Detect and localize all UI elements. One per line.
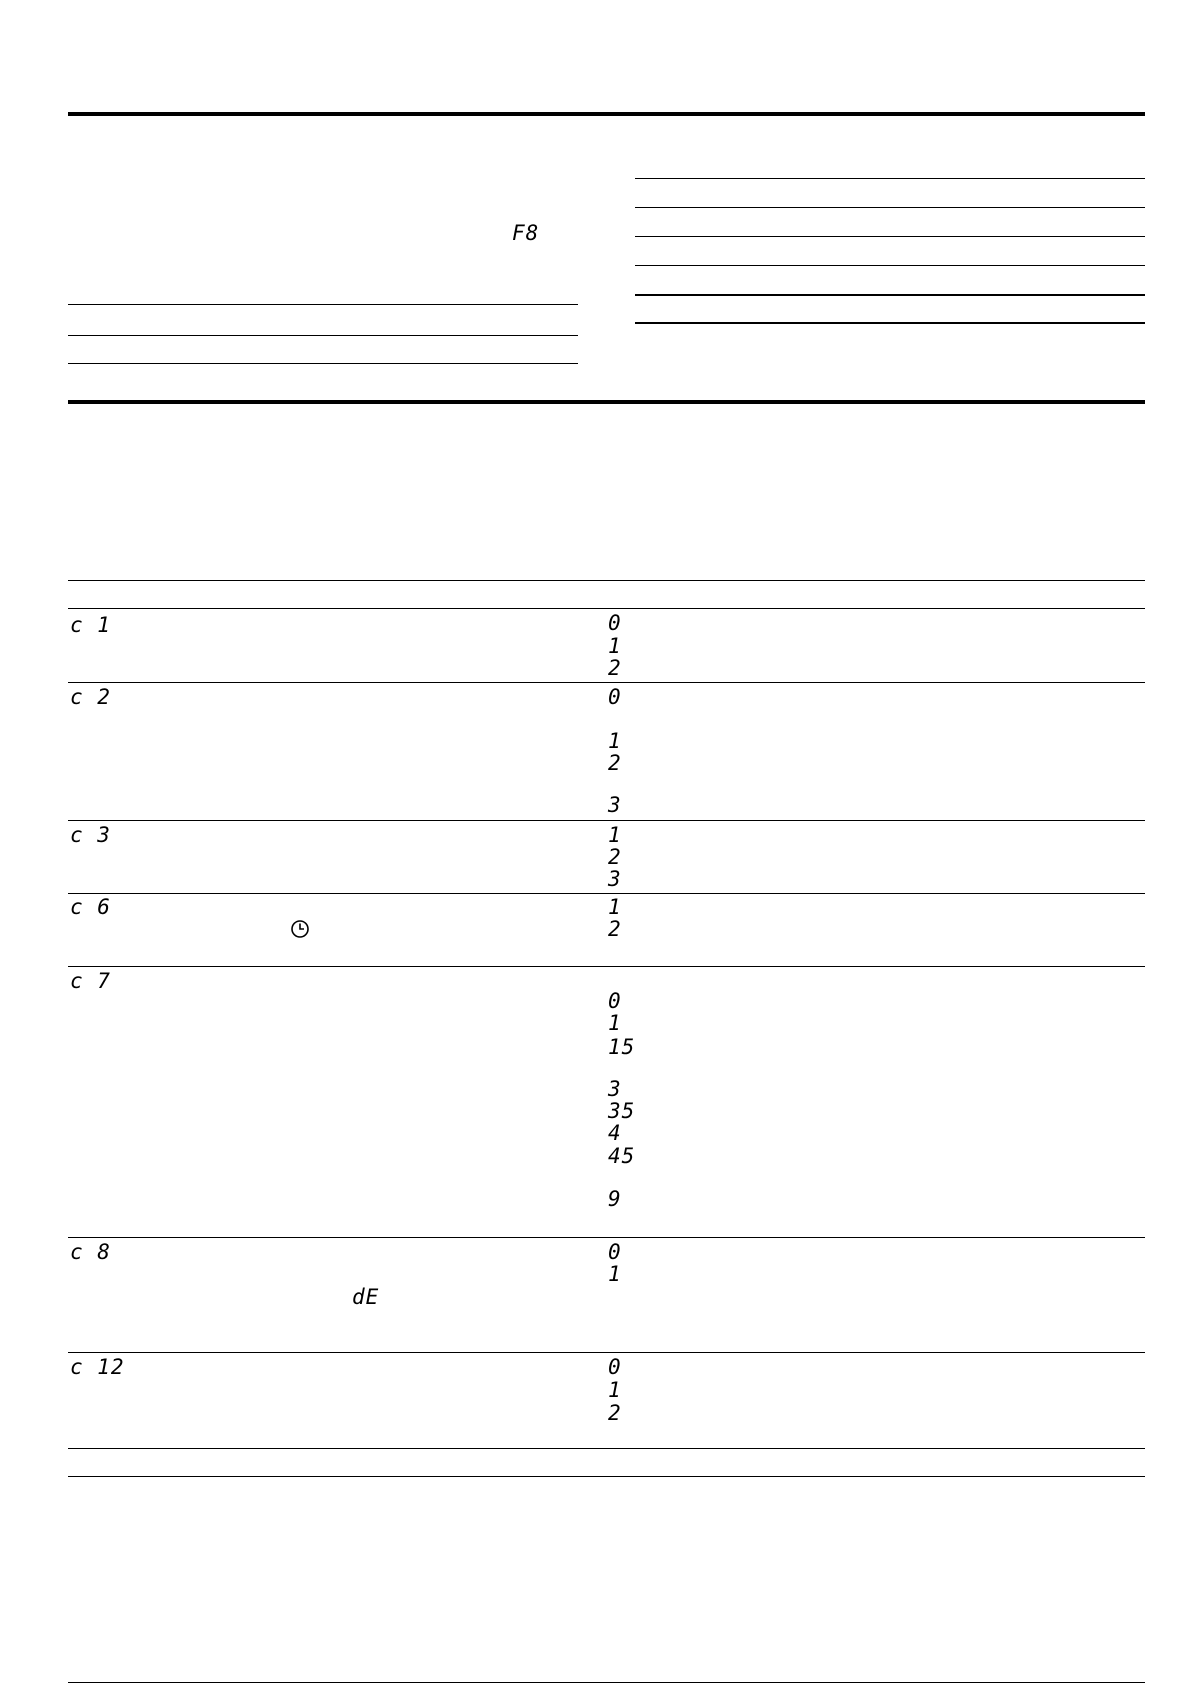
setting-code-c6: c 6 (70, 895, 111, 919)
setting-value: 3 (608, 1077, 622, 1101)
setting-value: 9 (608, 1187, 622, 1211)
row-divider-c6 (68, 893, 1145, 894)
setting-value: 3 (608, 867, 622, 891)
footer-rule (68, 1682, 1145, 1683)
row-divider-c2 (68, 682, 1145, 683)
left-table-line-2 (68, 335, 578, 336)
display-symbol-de: dE (352, 1285, 380, 1309)
setting-value: 0 (608, 611, 622, 635)
setting-value: 1 (608, 1011, 622, 1035)
setting-value: 0 (608, 685, 622, 709)
setting-value: 2 (608, 845, 622, 869)
setting-value: 1 (608, 895, 622, 919)
right-table-line-5 (635, 294, 1145, 296)
setting-value: 0 (608, 1355, 622, 1379)
setting-code-c1: c 1 (70, 613, 111, 637)
setting-value: 3 (608, 793, 622, 817)
setting-value: 15 (608, 1035, 636, 1059)
table-bottom-rule-2 (68, 1476, 1145, 1477)
setting-value: 0 (608, 1240, 622, 1264)
row-divider-c12 (68, 1352, 1145, 1353)
setting-value: 4 (608, 1121, 622, 1145)
right-table-line-1 (635, 178, 1145, 179)
setting-value: 0 (608, 989, 622, 1013)
setting-value: 1 (608, 1378, 622, 1402)
setting-value: 2 (608, 656, 622, 680)
table-bottom-rule-1 (68, 1448, 1145, 1449)
setting-code-c3: c 3 (70, 823, 111, 847)
setting-code-c8: c 8 (70, 1240, 111, 1264)
right-table-line-2 (635, 207, 1145, 208)
setting-value: 1 (608, 729, 622, 753)
row-divider-c3 (68, 820, 1145, 821)
right-table-line-6 (635, 322, 1145, 324)
table-header-rule (68, 608, 1145, 609)
setting-value: 2 (608, 917, 622, 941)
display-symbol-f8: F8 (512, 221, 540, 245)
setting-code-c2: c 2 (70, 685, 111, 709)
row-divider-c8 (68, 1237, 1145, 1238)
row-divider-c7 (68, 966, 1145, 967)
setting-value: 1 (608, 823, 622, 847)
top-rule (68, 112, 1145, 116)
setting-value: 2 (608, 1401, 622, 1425)
setting-value: 2 (608, 751, 622, 775)
setting-value: 45 (608, 1144, 636, 1168)
setting-value: 1 (608, 1262, 622, 1286)
left-table-line-3 (68, 363, 578, 364)
section-divider-rule (68, 400, 1145, 404)
right-table-line-3 (635, 236, 1145, 237)
left-table-line-1 (68, 304, 578, 305)
table-top-rule (68, 580, 1145, 581)
setting-code-c12: c 12 (70, 1355, 125, 1379)
setting-value: 1 (608, 634, 622, 658)
setting-value: 35 (608, 1099, 636, 1123)
right-table-line-4 (635, 265, 1145, 266)
clock-icon (290, 919, 310, 939)
setting-code-c7: c 7 (70, 969, 111, 993)
